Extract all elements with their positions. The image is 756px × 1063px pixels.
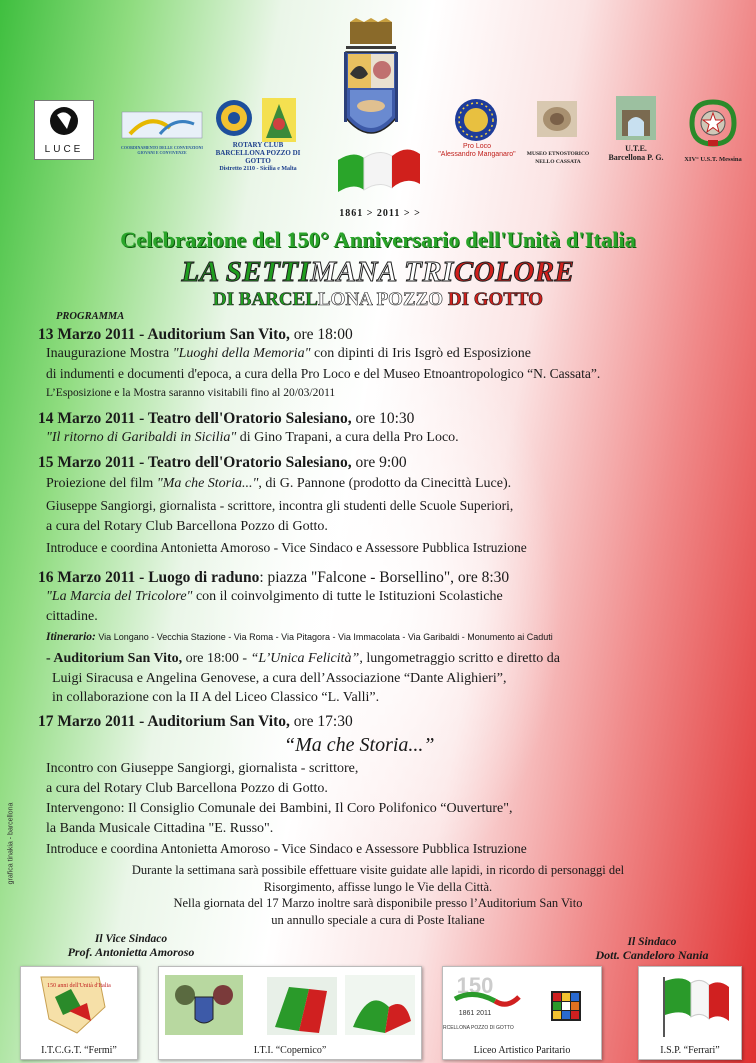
event-5-line4: la Banda Musicale Cittadina "E. Russo". xyxy=(46,821,274,836)
event-2-heading xyxy=(38,410,414,428)
event-4-text-a: "La Marcia del Tricolore" xyxy=(46,589,193,604)
itinerary-route: Via Longano - Vecchia Stazione - Via Roma - Via Pitagora - Via Immacolata - Via Garibaldi - Monumento ai Caduti xyxy=(95,632,553,642)
event-4-title: 16 Marzo 2011 - Luogo di raduno xyxy=(38,569,260,586)
ust-caption xyxy=(674,156,752,164)
event-5-line5: Introduce e coordina Antonietta Amoroso - Vice Sindaco e Assessore Pubblica Istruzione xyxy=(46,841,527,856)
subtitle-part-green: LA SETTI xyxy=(181,256,311,288)
event-3-text-c: , di G. Pannone (prodotto da Cinecittà Luce). xyxy=(258,476,512,491)
liceo-150-text: 150 xyxy=(456,973,494,998)
school-liceo-artistico-label: Liceo Artistico Paritario xyxy=(473,1045,571,1056)
subtitle-part-white: MANA TRI xyxy=(310,256,454,288)
proloco-caption xyxy=(436,143,518,159)
event-1-time: ore 18:00 xyxy=(289,326,353,343)
subtitle2-part-white: LONA POZZO xyxy=(317,289,448,310)
school-card-liceo-artistico xyxy=(442,966,602,1060)
subtitle-settimana xyxy=(0,255,756,289)
closing-line3: Nella giornata del 17 Marzo inoltre sarà disponibile presso l’Auditorium San Vito xyxy=(173,896,583,910)
event-4-text-b: con il coinvolgimento di tutte le Istituzioni Scolastiche xyxy=(192,589,503,604)
sindaco-title: Il Sindaco xyxy=(627,936,677,948)
liceo-artistico-image xyxy=(443,967,601,1039)
event-3-line1 xyxy=(46,476,511,492)
school-copernico-label: I.T.I. “Copernico” xyxy=(253,1045,327,1056)
event-3-time: ore 9:00 xyxy=(351,454,407,471)
event-4-itinerary xyxy=(46,631,553,643)
dates-line: 1861 > 2011 > > xyxy=(339,208,421,219)
event-3-text-a: Proiezione del film xyxy=(46,476,157,491)
fermi-image-text: 150 anni dell'Unità d'Italia xyxy=(47,983,111,989)
italian-republic-emblem-icon xyxy=(688,98,738,148)
event-2-time: ore 10:30 xyxy=(351,410,415,427)
school-card-ferrari xyxy=(638,966,742,1060)
event-4-line3 xyxy=(46,651,560,667)
proloco-emblem-icon xyxy=(454,98,498,142)
event-2-line1 xyxy=(46,430,459,446)
museo-line2: NELLO CASSATA xyxy=(535,159,581,165)
rotary-secondary-logo xyxy=(262,98,296,142)
subtitle-part-red: COLORE xyxy=(453,256,575,288)
event-3-line3: a cura del Rotary Club Barcellona Pozzo di Gotto. xyxy=(46,519,328,534)
rotary-district: Distretto 2110 - Sicilia e Malta xyxy=(219,166,297,172)
event-3-line4: Introduce e coordina Antonietta Amoroso - Vice Sindaco e Assessore Pubblica Istruzione xyxy=(46,540,527,555)
ust-line: XIV° U.S.T. Messina xyxy=(684,156,742,163)
ute-line2: Barcellona P. G. xyxy=(608,153,664,162)
event-5-heading xyxy=(38,713,353,731)
school-card-fermi xyxy=(20,966,138,1060)
sindaco-name: Dott. Candeloro Nania xyxy=(595,948,709,962)
rotary-title: ROTARY CLUB xyxy=(232,141,284,149)
event-3-text-b: "Ma che Storia..." xyxy=(156,476,259,491)
event-3-heading xyxy=(38,454,407,472)
vice-sindaco-name: Prof. Antonietta Amoroso xyxy=(67,945,195,959)
closing-line4: un annullo speciale a cura di Poste Italiane xyxy=(271,912,485,927)
event-1-line3: L’Esposizione e la Mostra saranno visitabili fino al 20/03/2011 xyxy=(46,387,336,399)
closing-line1: Durante la settimana sarà possibile effettuare visite guidate alle lapidi, in ricordo di personaggi del xyxy=(131,863,625,877)
museo-caption xyxy=(518,150,598,166)
event-1-text-c: con dipinti di Iris Isgrò ed Esposizione xyxy=(310,346,531,361)
liceo-years-text: 1861 2011 xyxy=(458,1010,492,1017)
event-5-line1: Incontro con Giuseppe Sangiorgi, giornalista - scrittore, xyxy=(46,761,359,776)
event-2-text-b: di Gino Trapani, a cura della Pro Loco. xyxy=(236,430,459,445)
proloco-line1: Pro Loco xyxy=(462,143,492,150)
museo-emblem-icon xyxy=(536,100,578,138)
event-5-film-title: “Ma che Storia...” xyxy=(284,734,435,756)
event-1-title: 13 Marzo 2011 - Auditorium San Vito, xyxy=(38,326,290,343)
subtitle2-part-green: DI BARCEL xyxy=(212,289,318,310)
event-5-line2: a cura del Rotary Club Barcellona Pozzo di Gotto. xyxy=(46,781,328,796)
event-1-line1 xyxy=(46,346,531,362)
ute-caption xyxy=(606,144,666,162)
event-5-title: 17 Marzo 2011 - Auditorium San Vito, xyxy=(38,713,290,730)
subtitle-barcellona xyxy=(0,289,756,311)
event-4-text-e: “L’Unica Felicità” xyxy=(250,651,360,666)
event-1-text-b: "Luoghi della Memoria" xyxy=(172,346,311,361)
event-1-text-a: Inaugurazione Mostra xyxy=(46,346,173,361)
rotary-caption xyxy=(202,141,314,173)
ute-line1: U.T.E. xyxy=(625,144,647,153)
tricolor-flag-graphic xyxy=(334,140,424,200)
event-2-text-a: "Il ritorno di Garibaldi in Sicilia" xyxy=(46,430,237,445)
event-1-heading xyxy=(38,326,353,344)
event-4-text-c: - Auditorium San Vito, xyxy=(46,651,183,666)
programma-label: PROGRAMMA xyxy=(56,311,125,322)
event-4-line5: in collaborazione con la II A del Liceo Classico “L. Valli”. xyxy=(52,690,380,705)
liceo-city-text: BARCELLONA POZZO DI GOTTO xyxy=(443,1025,514,1031)
ute-emblem-icon xyxy=(616,96,656,140)
page-title: Celebrazione del 150° Anniversario dell'Unità d'Italia xyxy=(120,227,636,252)
luce-label: LUCE xyxy=(44,144,84,155)
copernico-image xyxy=(159,967,421,1039)
rotary-city: BARCELLONA POZZO DI GOTTO xyxy=(215,149,301,165)
program-body xyxy=(38,324,750,856)
coordinamento-logo xyxy=(120,110,204,154)
event-3-title: 15 Marzo 2011 - Teatro dell'Oratorio Salesiano, xyxy=(38,454,352,471)
event-4-place: : piazza "Falcone - Borsellino", ore 8:30 xyxy=(259,569,510,586)
event-4-line1 xyxy=(46,589,503,605)
sindaco-signature xyxy=(552,936,752,962)
rotary-emblem-icon xyxy=(214,98,254,138)
fermi-image xyxy=(21,967,137,1039)
closing-line2: Risorgimento, affisse lungo le Vie della Città. xyxy=(263,879,493,894)
event-4-text-d: ore 18:00 - xyxy=(182,651,251,666)
itinerary-label: Itinerario: xyxy=(46,631,96,643)
ferrari-flag-image xyxy=(639,967,741,1039)
event-4-line4: Luigi Siracusa e Angelina Genovese, a cura dell’Associazione “Dante Alighieri”, xyxy=(52,671,507,686)
event-5-line3: Intervengono: Il Consiglio Comunale dei Bambini, Il Coro Polifonico “Ouverture", xyxy=(46,801,513,816)
closing-notes xyxy=(0,862,756,928)
event-3-line2: Giuseppe Sangiorgi, giornalista - scrittore, incontra gli studenti delle Scuole Superiori, xyxy=(46,498,514,513)
event-4-heading xyxy=(38,569,509,587)
school-fermi-label: I.T.C.G.T. “Fermi” xyxy=(41,1045,117,1056)
coordinamento-caption: COORDINAMENTO DELLE CONVENZIONI GIOVANI E CONVIVENZE xyxy=(121,145,203,155)
event-2-title: 14 Marzo 2011 - Teatro dell'Oratorio Salesiano, xyxy=(38,410,352,427)
vice-sindaco-signature xyxy=(26,933,236,959)
event-1-line2: di indumenti e documenti d'epoca, a cura della Pro Loco e del Museo Etnoantropologico “N. Cassata”. xyxy=(46,366,601,381)
event-4-text-f: , lungometraggio scritto e diretto da xyxy=(359,651,560,666)
luce-logo xyxy=(34,100,94,160)
proloco-line2: "Alessandro Manganaro" xyxy=(438,151,516,158)
side-credit: grafica tinakia - barcellona xyxy=(7,802,15,885)
event-4-line2: cittadine. xyxy=(46,609,98,624)
museo-line1: MUSEO ETNOSTORICO xyxy=(526,151,590,157)
event-5-time: ore 17:30 xyxy=(289,713,353,730)
school-card-copernico xyxy=(158,966,422,1060)
school-ferrari-label: I.S.P. “Ferrari” xyxy=(660,1045,720,1056)
subtitle2-part-red: DI GOTTO xyxy=(447,289,544,310)
vice-sindaco-title: Il Vice Sindaco xyxy=(94,933,168,945)
